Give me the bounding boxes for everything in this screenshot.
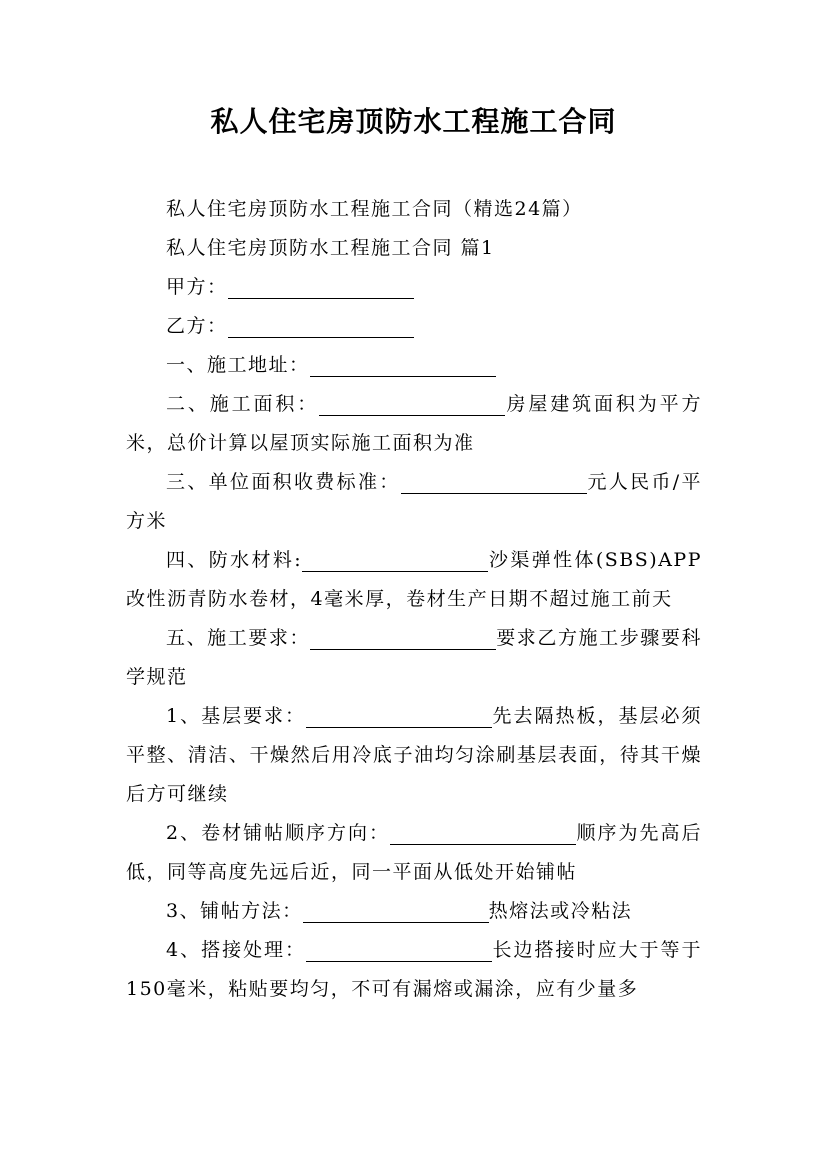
paragraph-label: 1、基层要求： (166, 705, 307, 727)
paragraph-label: 二、施工面积： (166, 393, 320, 415)
paragraph-4 (126, 346, 702, 385)
paragraph-text: 先去隔热板，基层必须平整、清洁、干燥然后用冷底子油均匀涂刷基层表面，待其干燥后方可继续 (126, 705, 702, 805)
fill-in-blank[interactable] (310, 352, 496, 377)
fill-in-blank[interactable] (306, 937, 492, 962)
paragraph-label: 甲方： (166, 276, 228, 298)
fill-in-blank[interactable] (302, 547, 488, 572)
paragraph-3 (126, 307, 702, 346)
paragraph-text: 要求乙方施工步骤要科学规范 (126, 627, 702, 688)
paragraph-text: 沙渠弹性体(SBS)APP改性沥青防水卷材，4毫米厚，卷材生产日期不超过施工前天 (126, 549, 702, 610)
fill-in-blank[interactable] (306, 703, 492, 728)
paragraph-label: 四、防水材料: (166, 549, 303, 571)
paragraph-text: 长边搭接时应大于等于150毫米，粘贴要均匀，不可有漏熔或漏涂，应有少量多 (126, 939, 702, 1000)
paragraph-8 (126, 619, 702, 697)
paragraph-2 (126, 268, 702, 307)
paragraph-7 (126, 541, 702, 619)
fill-in-blank[interactable] (310, 625, 496, 650)
paragraph-text: 元人民币/平方米 (126, 471, 702, 532)
paragraph-label: 乙方： (166, 315, 228, 337)
fill-in-blank[interactable] (228, 313, 414, 338)
paragraph-9 (126, 697, 702, 814)
paragraph-label: 4、搭接处理： (166, 939, 307, 961)
paragraph-text: 私人住宅房顶防水工程施工合同（精选24篇） (166, 198, 583, 220)
fill-in-blank[interactable] (303, 898, 489, 923)
paragraph-label: 3、铺帖方法： (166, 900, 303, 922)
fill-in-blank[interactable] (390, 820, 576, 845)
paragraph-label: 2、卷材铺帖顺序方向： (166, 822, 391, 844)
paragraph-label: 一、施工地址： (166, 354, 310, 376)
document-title: 私人住宅房顶防水工程施工合同 (210, 105, 617, 138)
fill-in-blank[interactable] (319, 391, 505, 416)
paragraph-text: 顺序为先高后低，同等高度先远后近，同一平面从低处开始铺帖 (126, 822, 702, 883)
paragraph-text: 私人住宅房顶防水工程施工合同 篇1 (166, 237, 495, 259)
fill-in-blank[interactable] (401, 469, 587, 494)
paragraph-text: 房屋建筑面积为平方米，总价计算以屋顶实际施工面积为准 (126, 393, 702, 454)
paragraph-1 (126, 229, 702, 268)
paragraph-12 (126, 931, 702, 1009)
paragraph-text: 热熔法或冷粘法 (488, 900, 633, 922)
paragraph-label: 三、单位面积收费标准： (166, 471, 401, 493)
paragraph-5 (126, 385, 702, 463)
paragraph-10 (126, 814, 702, 892)
paragraph-label: 五、施工要求： (166, 627, 311, 649)
fill-in-blank[interactable] (228, 274, 414, 299)
paragraph-11 (126, 892, 702, 931)
paragraph-6 (126, 463, 702, 541)
paragraph-0 (126, 190, 702, 229)
document-body (126, 190, 702, 1009)
